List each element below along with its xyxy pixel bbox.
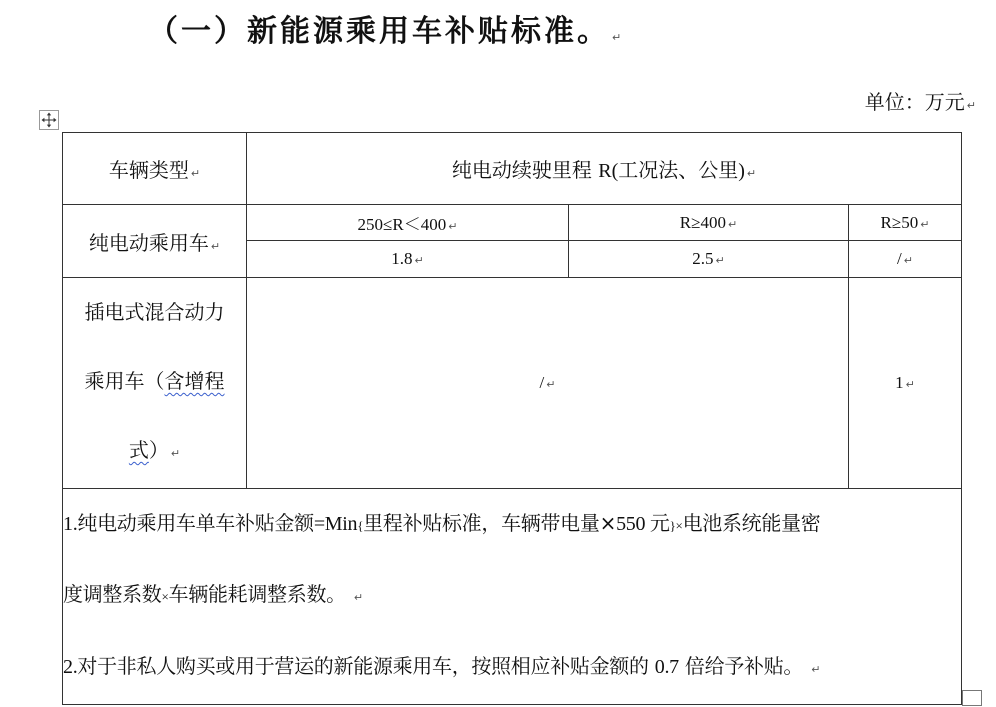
unit-label xyxy=(865,86,976,115)
vehicle-type-header-cell xyxy=(63,133,247,205)
paragraph-mark: ↵ xyxy=(353,591,364,604)
paragraph-mark: ↵ xyxy=(414,254,424,267)
phev-main-value-cell xyxy=(247,278,849,489)
bev-value-1: 1.8 xyxy=(391,249,413,268)
phev-label-cell xyxy=(63,278,247,489)
note-1-times-1: × xyxy=(599,511,617,535)
range-header-cell xyxy=(247,133,962,205)
notes-row xyxy=(63,489,962,705)
phev-label-line-3-b: ） xyxy=(148,438,169,462)
paragraph-mark: ↵ xyxy=(190,167,201,180)
range-cell-1 xyxy=(247,205,569,241)
paragraph-mark: ↵ xyxy=(966,99,976,112)
paragraph-mark: ↵ xyxy=(612,31,622,44)
bev-value-3: / xyxy=(897,249,902,268)
note-1-text-b: 里程补贴标准，车辆带电量 xyxy=(363,511,600,535)
note-1-times-2: × xyxy=(675,518,683,533)
range-cell-3 xyxy=(849,205,962,241)
notes-cell xyxy=(63,489,962,705)
vehicle-type-header: 车辆类型 xyxy=(108,158,189,182)
note-1-brace-close: } xyxy=(669,518,676,533)
note-1-line-2-times: × xyxy=(161,589,169,604)
phev-right-value-cell xyxy=(849,278,962,489)
table-header-row xyxy=(63,133,962,205)
paragraph-mark: ↵ xyxy=(905,378,915,391)
phev-label-line-2-b: 含增程 xyxy=(164,369,225,393)
range-label-2: R≥400 xyxy=(679,212,726,232)
paragraph-mark: ↵ xyxy=(903,254,913,267)
bev-value-cell-2 xyxy=(569,241,849,278)
table-resize-handle[interactable] xyxy=(962,690,982,706)
note-1-number: 1. xyxy=(63,513,78,535)
paragraph-mark: ↵ xyxy=(546,378,556,391)
bev-value-cell-3 xyxy=(849,241,962,278)
note-1-text-a: 纯电动乘用车单车补贴金额 xyxy=(77,511,314,535)
range-header-r: R( xyxy=(598,160,619,182)
section-title-text: （一）新能源乘用车补贴标准。 xyxy=(148,14,610,49)
bev-value-2: 2.5 xyxy=(692,249,714,268)
range-cell-2 xyxy=(569,205,849,241)
phev-label-line-1: 插电式混合动力 xyxy=(84,300,225,324)
note-1-550: 550 xyxy=(616,513,650,535)
note-2-text-a: 对于非私人购买或用于营运的新能源乘用车，按照相应补贴金额的 xyxy=(77,654,655,678)
paragraph-mark: ↵ xyxy=(811,663,821,676)
note-1-line-2-text-b: 车辆能耗调整系数。 xyxy=(168,582,346,606)
table-move-handle-icon[interactable] xyxy=(39,110,59,130)
phev-row xyxy=(63,278,962,489)
note-2 xyxy=(63,632,961,704)
range-header-cn2: 工况法、公里 xyxy=(618,158,739,182)
note-1-min: =Min xyxy=(313,513,358,535)
phev-label-line-3-a: 式 xyxy=(128,438,149,462)
paragraph-mark: ↵ xyxy=(715,254,725,267)
bev-label-cell xyxy=(63,205,247,278)
note-2-text-b: 倍给予补贴。 xyxy=(678,654,804,678)
note-1-line-2-text-a: 度调整系数 xyxy=(63,582,162,606)
paragraph-mark: ↵ xyxy=(746,167,757,180)
range-label-1: 250≤R＜400 xyxy=(357,215,447,234)
section-title xyxy=(148,6,621,50)
bev-range-row xyxy=(63,205,962,241)
note-1-brace-open: { xyxy=(357,518,364,533)
phev-label-line-2 xyxy=(63,347,246,416)
paragraph-mark: ↵ xyxy=(727,217,738,231)
range-header-cn1: 纯电动续驶里程 xyxy=(451,158,599,182)
range-label-3: R≥50 xyxy=(880,212,919,232)
paragraph-mark: ↵ xyxy=(448,220,458,233)
note-1-text-c: 电池系统能量密 xyxy=(682,511,821,535)
unit-label-text: 单位：万元 xyxy=(864,90,965,114)
phev-label-line-3 xyxy=(63,416,246,488)
phev-right-value: 1 xyxy=(895,373,904,392)
phev-main-value: / xyxy=(539,373,545,392)
bev-label: 纯电动乘用车 xyxy=(88,230,209,255)
paragraph-mark: ↵ xyxy=(170,447,181,460)
paragraph-mark: ↵ xyxy=(210,239,221,253)
note-1-line-1 xyxy=(63,489,961,560)
paragraph-mark: ↵ xyxy=(920,217,930,231)
phev-label-line-2-a: 乘用车（ xyxy=(84,369,165,393)
subsidy-table xyxy=(62,132,962,705)
note-1-line-2 xyxy=(63,560,961,632)
range-header-close: ) xyxy=(738,160,745,182)
note-2-factor: 0.7 xyxy=(654,656,679,678)
bev-value-cell-1 xyxy=(247,241,569,278)
note-1-yuan: 元 xyxy=(649,511,670,535)
four-arrows-move-icon xyxy=(41,112,57,128)
note-2-number: 2. xyxy=(63,656,78,678)
